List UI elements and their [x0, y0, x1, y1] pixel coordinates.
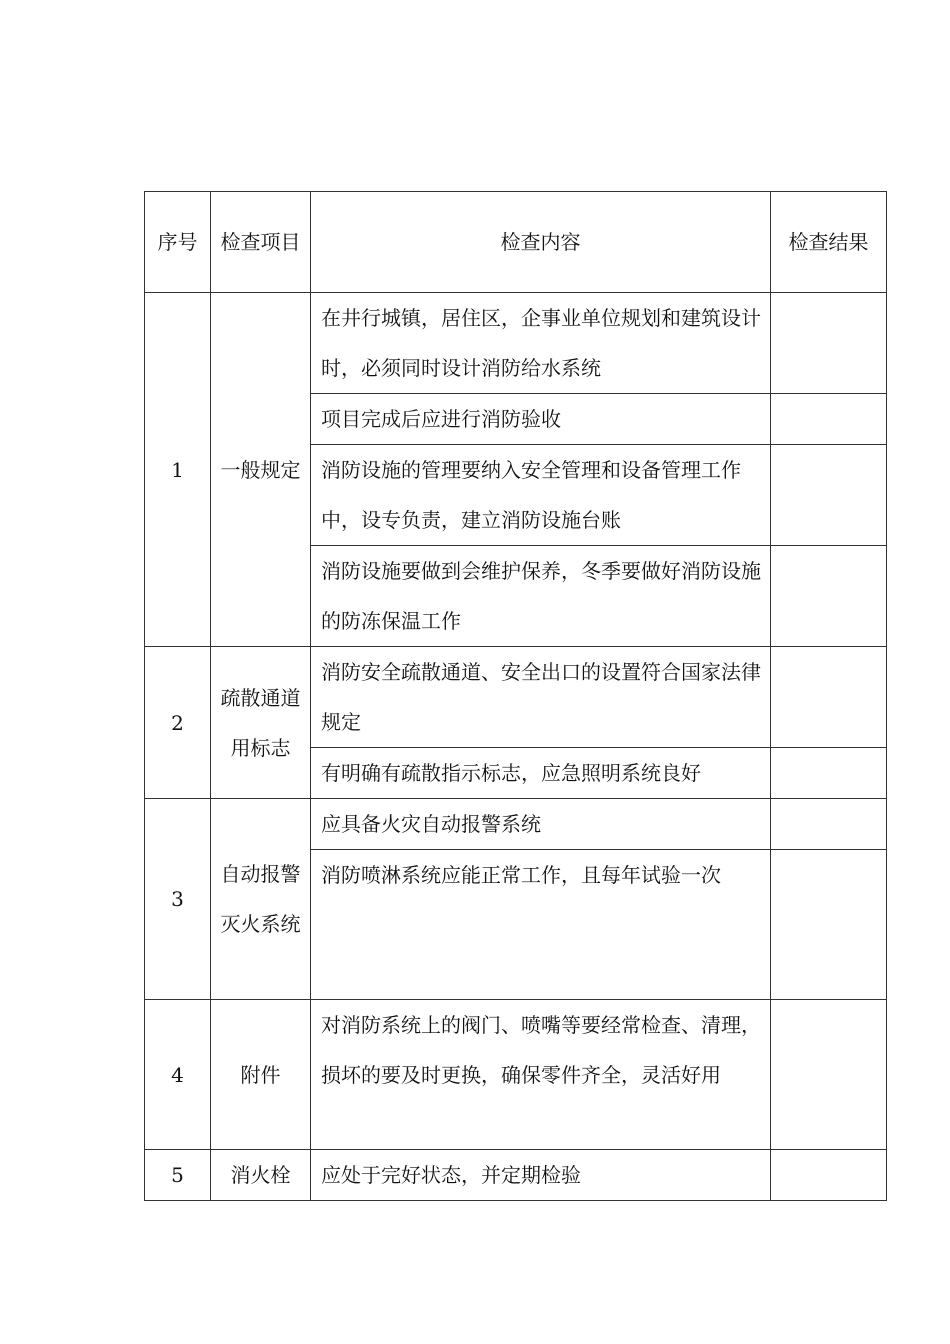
row-content: 有明确有疏散指示标志，应急照明系统良好	[311, 748, 771, 799]
row-index: 2	[145, 647, 211, 799]
header-item-label: 检查项目	[220, 230, 301, 254]
result-cell[interactable]	[771, 748, 887, 799]
header-content: 检查内容	[311, 192, 771, 293]
row-content: 在井行城镇，居住区，企事业单位规划和建筑设计时，必须同时设计消防给水系统	[311, 293, 771, 394]
row-content: 消防设施的管理要纳入安全管理和设备管理工作中，设专负责，建立消防设施台账	[311, 445, 771, 546]
header-index: 序号	[145, 192, 211, 293]
result-cell[interactable]	[771, 647, 887, 748]
row-item	[211, 799, 311, 1000]
result-cell[interactable]	[771, 1000, 887, 1150]
header-row	[145, 192, 887, 293]
inspection-table	[144, 191, 887, 1201]
row-content: 消防喷淋系统应能正常工作，且每年试验一次	[311, 850, 771, 1000]
row-content: 消防安全疏散通道、安全出口的设置符合国家法律规定	[311, 647, 771, 748]
row-content: 对消防系统上的阀门、喷嘴等要经常检查、清理，损坏的要及时更换，确保零件齐全，灵活好用	[311, 1000, 771, 1150]
header-item	[211, 192, 311, 293]
header-result: 检查结果	[771, 192, 887, 293]
result-cell[interactable]	[771, 293, 887, 394]
row-item-label: 消火栓	[230, 1163, 291, 1187]
row-index: 5	[145, 1150, 211, 1201]
row-item-label: 疏散通道用标志	[220, 685, 301, 760]
row-index: 1	[145, 293, 211, 647]
row-content: 项目完成后应进行消防验收	[311, 394, 771, 445]
table-row	[145, 293, 887, 394]
result-cell[interactable]	[771, 546, 887, 647]
result-cell[interactable]	[771, 445, 887, 546]
table-row	[145, 647, 887, 748]
table-row	[145, 1150, 887, 1201]
table-row	[145, 799, 887, 850]
row-index: 4	[145, 1000, 211, 1150]
row-content: 消防设施要做到会维护保养，冬季要做好消防设施的防冻保温工作	[311, 546, 771, 647]
row-item	[211, 1150, 311, 1201]
row-item	[211, 1000, 311, 1150]
row-item	[211, 647, 311, 799]
row-item-label: 一般规定	[220, 457, 301, 482]
row-item-label: 自动报警灭火系统	[220, 862, 301, 936]
row-index: 3	[145, 799, 211, 1000]
row-content: 应处于完好状态，并定期检验	[311, 1150, 771, 1201]
result-cell[interactable]	[771, 1150, 887, 1201]
result-cell[interactable]	[771, 394, 887, 445]
result-cell[interactable]	[771, 850, 887, 1000]
row-item-label: 附件	[240, 1062, 281, 1087]
row-item	[211, 293, 311, 647]
row-content: 应具备火灾自动报警系统	[311, 799, 771, 850]
result-cell[interactable]	[771, 799, 887, 850]
table-row	[145, 1000, 887, 1150]
